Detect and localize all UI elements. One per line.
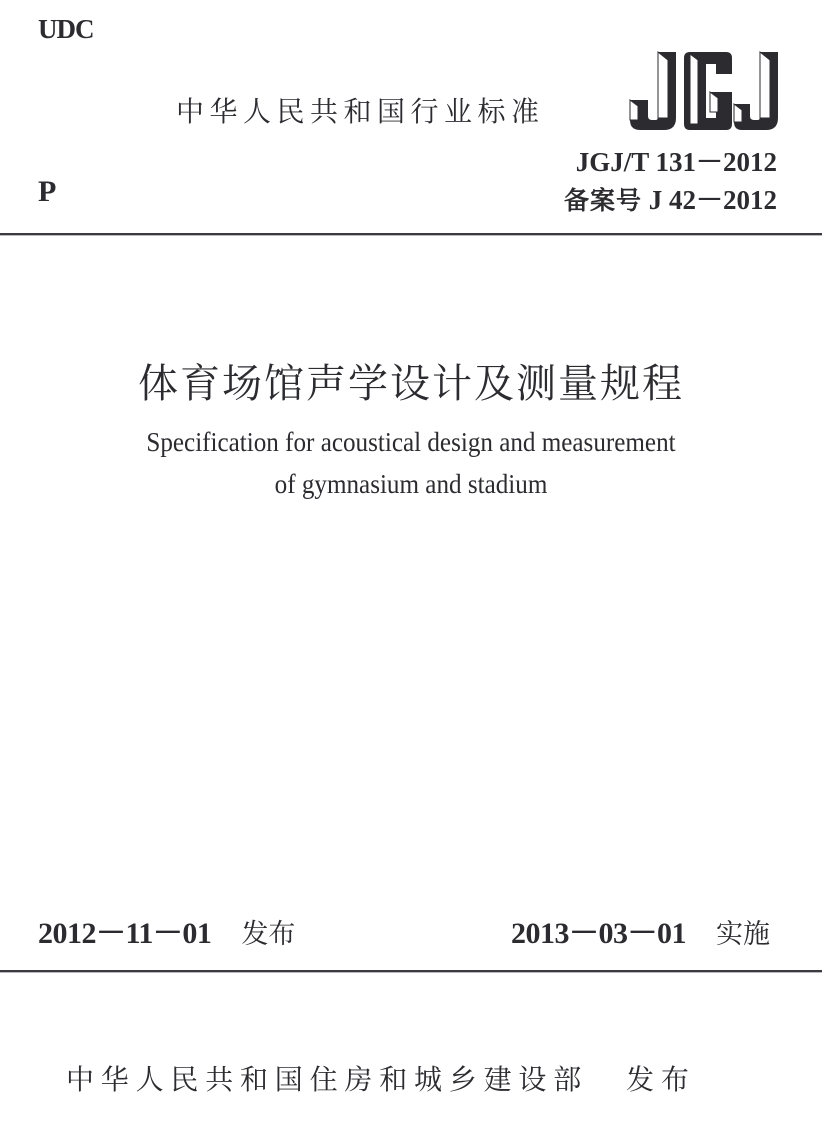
classification-letter: P <box>38 175 57 208</box>
effective-date: 2013－03－01 <box>511 917 686 950</box>
document-title-cn: 体育场馆声学设计及测量规程 <box>138 361 684 407</box>
effective-label: 实施 <box>716 919 770 950</box>
filing-number: J 42－2012 <box>648 185 777 215</box>
issue-date: 2012－11－01 <box>38 917 212 950</box>
effective-date-block <box>511 908 770 952</box>
document-title-en-line2: of gymnasium and stadium <box>274 469 548 499</box>
standard-code: JGJ/T 131－2012 <box>575 147 777 177</box>
jgj-logo-icon <box>628 48 780 134</box>
standard-code-block <box>564 143 777 220</box>
document-title-en-line1: Specification for acoustical design and measurement <box>146 427 676 457</box>
bottom-divider <box>0 970 822 973</box>
filing-label: 备案号 <box>563 186 642 215</box>
publisher-line <box>66 1058 696 1098</box>
filing-number-line <box>564 181 777 220</box>
issue-label: 发布 <box>241 919 296 950</box>
top-divider <box>0 233 822 236</box>
header-title: 中华人民共和国行业标准 <box>176 95 545 128</box>
publisher-name: 中华人民共和国住房和城乡建设部 <box>66 1063 589 1096</box>
publisher-verb: 发布 <box>626 1063 696 1096</box>
udc-label: UDC <box>38 14 94 44</box>
issue-date-block <box>38 908 295 952</box>
